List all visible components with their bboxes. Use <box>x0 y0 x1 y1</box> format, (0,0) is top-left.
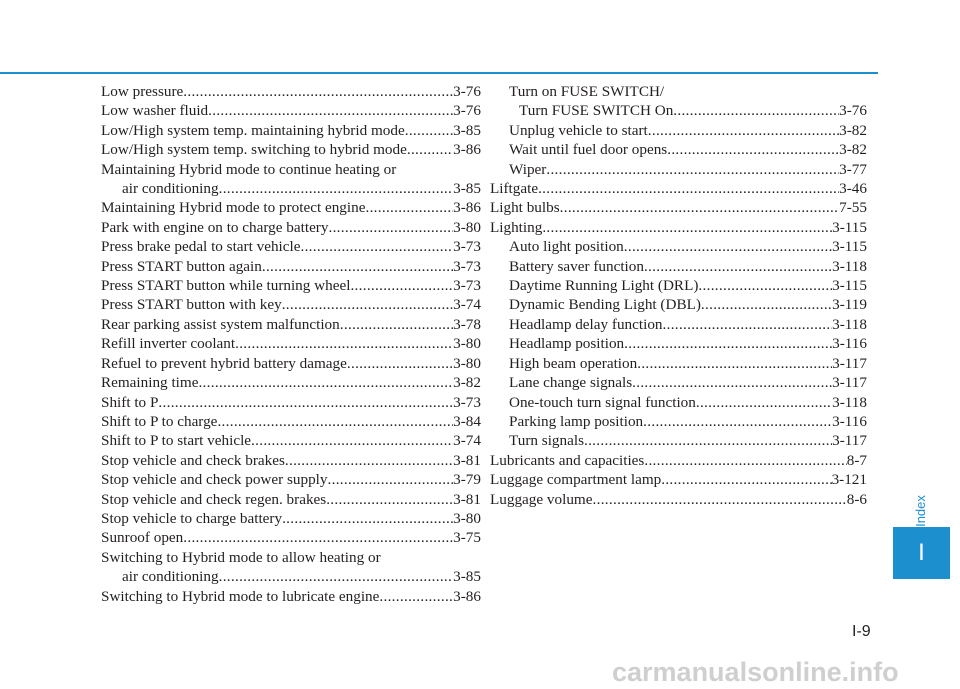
index-entry[interactable] <box>101 334 481 353</box>
index-entry-label: air conditioning <box>122 568 219 586</box>
index-entry[interactable] <box>490 276 867 295</box>
section-tab[interactable] <box>893 527 950 579</box>
index-entry-page[interactable]: 3-118 <box>832 315 867 333</box>
index-entry[interactable] <box>101 257 481 276</box>
leader-dots <box>624 334 832 353</box>
index-entry-label: Switching to Hybrid mode to allow heating or <box>101 548 381 566</box>
leader-dots <box>282 295 453 314</box>
index-entry[interactable] <box>490 160 867 179</box>
index-entry-label: Press START button again <box>101 257 262 275</box>
leader-dots <box>643 412 832 431</box>
index-entry-page[interactable]: 7-55 <box>839 199 867 217</box>
index-entry-page[interactable]: 3-80 <box>453 509 481 527</box>
leader-dots <box>644 451 846 470</box>
index-entry[interactable] <box>101 393 481 412</box>
index-entry-label: Battery saver function <box>509 257 644 275</box>
index-entry-label: Unplug vehicle to start <box>509 121 648 139</box>
index-entry[interactable] <box>101 295 481 314</box>
leader-dots <box>340 315 453 334</box>
leader-dots <box>379 587 453 606</box>
index-entry-label: Stop vehicle to charge battery <box>101 509 283 527</box>
index-entry-page[interactable]: 3-81 <box>453 451 481 469</box>
index-entry-label: Rear parking assist system malfunction <box>101 315 340 333</box>
index-entry-page[interactable]: 3-81 <box>453 490 481 508</box>
index-entry-page[interactable]: 3-74 <box>453 296 481 314</box>
index-entry[interactable] <box>490 431 867 450</box>
index-entry-label: One-touch turn signal function <box>509 393 696 411</box>
index-entry-label: Lane change signals <box>509 374 633 392</box>
index-entry-page[interactable]: 3-118 <box>832 257 867 275</box>
leader-dots <box>661 470 831 489</box>
index-entry-page[interactable]: 3-85 <box>453 180 481 198</box>
index-entry-label: Low washer fluid <box>101 102 209 120</box>
index-entry[interactable] <box>490 179 867 198</box>
leader-dots <box>584 431 832 450</box>
index-entry-page[interactable]: 3-116 <box>832 412 867 430</box>
index-entry-label: Maintaining Hybrid mode to continue heating or <box>101 160 397 178</box>
index-column-right <box>490 82 867 509</box>
leader-dots <box>644 257 832 276</box>
index-entry[interactable] <box>101 373 481 392</box>
index-entry[interactable] <box>101 218 481 237</box>
index-entry[interactable] <box>490 412 867 431</box>
leader-dots <box>219 567 454 586</box>
index-entry-label: Lighting <box>490 218 543 236</box>
index-entry-label: Daytime Running Light (DRL) <box>509 277 699 295</box>
index-entry-page[interactable]: 3-85 <box>453 121 481 139</box>
index-entry-label: Headlamp position <box>509 335 625 353</box>
section-tab-letter: I <box>918 539 925 566</box>
index-entry[interactable] <box>490 373 867 392</box>
leader-dots <box>183 528 453 547</box>
index-entry[interactable] <box>101 82 481 101</box>
leader-dots <box>648 121 839 140</box>
index-entry-label: Refuel to prevent hybrid battery damage <box>101 354 347 372</box>
index-entry[interactable] <box>101 121 481 140</box>
index-entry-label: Low/High system temp. switching to hybrid mode <box>101 141 407 159</box>
index-entry-label: Refill inverter coolant <box>101 335 236 353</box>
index-entry[interactable] <box>490 393 867 412</box>
index-entry-label: Press START button while turning wheel <box>101 277 351 295</box>
index-entry-page[interactable]: 8-7 <box>846 451 867 469</box>
index-entry[interactable] <box>101 451 481 470</box>
leader-dots <box>593 490 847 509</box>
index-entry-label: Maintaining Hybrid mode to protect engine <box>101 199 366 217</box>
index-entry[interactable] <box>490 101 867 120</box>
index-entry-page[interactable]: 3-73 <box>453 238 481 256</box>
index-entry[interactable] <box>490 257 867 276</box>
index-entry[interactable] <box>490 295 867 314</box>
index-entry-label: Parking lamp position <box>509 412 644 430</box>
index-entry[interactable] <box>490 121 867 140</box>
index-entry-page[interactable]: 3-121 <box>831 471 867 489</box>
index-entry-page[interactable]: 3-76 <box>839 102 867 120</box>
index-entry-page[interactable]: 3-85 <box>453 568 481 586</box>
index-entry[interactable] <box>490 218 867 237</box>
index-entry[interactable] <box>101 315 481 334</box>
index-entry-page[interactable]: 3-77 <box>839 160 867 178</box>
index-entry[interactable] <box>101 354 481 373</box>
index-entry[interactable] <box>101 140 481 159</box>
index-entry[interactable] <box>490 82 867 101</box>
leader-dots <box>158 393 453 412</box>
index-entry-label: Stop vehicle and check brakes <box>101 451 285 469</box>
index-entry-label: air conditioning <box>122 180 219 198</box>
index-entry[interactable] <box>101 276 481 295</box>
leader-dots <box>208 101 453 120</box>
index-entry[interactable] <box>490 451 867 470</box>
index-entry-page[interactable]: 3-79 <box>453 471 481 489</box>
leader-dots <box>673 101 839 120</box>
leader-dots <box>282 509 453 528</box>
index-entry-label: Park with engine on to charge battery <box>101 218 329 236</box>
leader-dots <box>217 412 453 431</box>
index-entry-label: Stop vehicle and check power supply <box>101 471 328 489</box>
index-entry-page[interactable]: 3-82 <box>453 374 481 392</box>
watermark: carmanualsonline.info <box>612 657 899 687</box>
index-entry-page[interactable]: 3-117 <box>832 374 867 392</box>
index-entry-label: Switching to Hybrid mode to lubricate engine <box>101 587 380 605</box>
page-number: I-9 <box>852 623 871 640</box>
leader-dots <box>637 354 832 373</box>
index-entry-label: Headlamp delay function <box>509 315 663 333</box>
index-entry-page[interactable]: 3-117 <box>832 354 867 372</box>
index-entry-page[interactable]: 3-73 <box>453 393 481 411</box>
leader-dots <box>251 431 453 450</box>
leader-dots <box>560 198 840 217</box>
leader-dots <box>542 218 832 237</box>
index-entry-label: Turn FUSE SWITCH On <box>519 102 674 120</box>
leader-dots <box>328 470 454 489</box>
index-entry[interactable] <box>490 334 867 353</box>
header-rule <box>0 72 878 74</box>
leader-dots <box>663 315 833 334</box>
index-entry[interactable] <box>101 567 481 586</box>
section-label: Index <box>912 495 928 527</box>
leader-dots <box>328 218 453 237</box>
index-entry[interactable] <box>101 470 481 489</box>
index-entry-label: Turn signals <box>509 432 584 450</box>
index-entry-page[interactable]: 3-80 <box>453 354 481 372</box>
index-entry-page[interactable]: 3-76 <box>453 102 481 120</box>
index-entry-page[interactable]: 3-116 <box>832 335 867 353</box>
index-entry-label: Low pressure <box>101 83 184 100</box>
leader-dots <box>546 160 839 179</box>
index-entry-page[interactable]: 3-82 <box>839 121 867 139</box>
index-entry-label: Luggage volume <box>490 490 593 508</box>
index-entry-page[interactable]: 3-84 <box>453 412 481 430</box>
index-entry-label: High beam operation <box>509 354 638 372</box>
leader-dots <box>285 451 453 470</box>
index-entry-page[interactable]: 3-74 <box>453 432 481 450</box>
leader-dots <box>538 179 839 198</box>
leader-dots <box>235 334 453 353</box>
index-entry-label: Low/High system temp. maintaining hybrid mode <box>101 121 405 139</box>
index-entry[interactable] <box>101 198 481 217</box>
index-entry-page[interactable]: 3-117 <box>832 432 867 450</box>
index-entry-page[interactable]: 3-115 <box>832 238 867 256</box>
index-entry-page[interactable]: 3-86 <box>453 199 481 217</box>
index-entry-label: Wiper <box>509 160 547 178</box>
index-entry[interactable] <box>490 470 867 489</box>
index-entry[interactable] <box>101 431 481 450</box>
index-entry-page[interactable]: 3-119 <box>832 296 867 314</box>
index-entry-page[interactable]: 3-82 <box>839 141 867 159</box>
index-entry-page[interactable]: 8-6 <box>846 490 867 508</box>
index-entry-page[interactable]: 3-115 <box>832 218 867 236</box>
index-entry[interactable] <box>101 412 481 431</box>
index-entry-label: Wait until fuel door opens <box>509 141 668 159</box>
index-entry[interactable] <box>101 587 481 606</box>
index-entry-label: Lubricants and capacities <box>490 451 645 469</box>
index-entry-label: Light bulbs <box>490 199 560 217</box>
index-entry[interactable] <box>490 490 867 509</box>
index-entry-label: Luggage compartment lamp <box>490 471 662 489</box>
leader-dots <box>407 140 453 159</box>
leader-dots <box>183 82 453 101</box>
leader-dots <box>300 237 453 256</box>
index-entry[interactable] <box>101 179 481 198</box>
index-entry-label: Shift to P to charge <box>101 412 218 430</box>
index-entry-label: Stop vehicle and check regen. brakes <box>101 490 327 508</box>
index-entry-page[interactable]: 3-73 <box>453 277 481 295</box>
index-entry-label: Sunroof open <box>101 529 184 547</box>
leader-dots <box>405 121 453 140</box>
index-entry-page[interactable]: 3-118 <box>832 393 867 411</box>
index-entry-page[interactable]: 3-76 <box>453 83 481 100</box>
index-entry-label: Auto light position <box>509 238 624 256</box>
leader-dots <box>667 140 839 159</box>
leader-dots <box>350 276 453 295</box>
index-entry-page[interactable]: 3-86 <box>453 141 481 159</box>
index-entry[interactable] <box>101 237 481 256</box>
index-entry[interactable] <box>490 354 867 373</box>
index-entry[interactable] <box>490 198 867 217</box>
index-column-left <box>101 82 481 606</box>
index-entry-label: Shift to P to start vehicle <box>101 432 252 450</box>
index-entry-label: Turn on FUSE SWITCH/ <box>509 83 665 100</box>
leader-dots <box>632 373 832 392</box>
leader-dots <box>624 237 832 256</box>
leader-dots <box>347 354 453 373</box>
index-entry[interactable] <box>101 490 481 509</box>
index-entry-page[interactable]: 3-115 <box>832 277 867 295</box>
leader-dots <box>696 393 832 412</box>
index-entry[interactable] <box>101 509 481 528</box>
index-entry[interactable] <box>490 315 867 334</box>
index-entry[interactable] <box>101 548 481 567</box>
index-entry-label: Liftgate <box>490 180 539 198</box>
index-entry-page[interactable]: 3-80 <box>453 335 481 353</box>
leader-dots <box>698 276 832 295</box>
index-entry-page[interactable]: 3-75 <box>453 529 481 547</box>
index-entry-label: Press START button with key <box>101 296 282 314</box>
index-entry-page[interactable]: 3-78 <box>453 315 481 333</box>
index-entry-label: Remaining time <box>101 374 199 392</box>
index-entry[interactable] <box>490 237 867 256</box>
leader-dots <box>701 295 832 314</box>
leader-dots <box>198 373 453 392</box>
index-entry[interactable] <box>101 528 481 547</box>
index-entry-page[interactable]: 3-86 <box>453 587 481 605</box>
index-entry-page[interactable]: 3-73 <box>453 257 481 275</box>
leader-dots <box>326 490 453 509</box>
index-entry-label: Shift to P <box>101 393 159 411</box>
index-entry[interactable] <box>490 140 867 159</box>
leader-dots <box>365 198 453 217</box>
leader-dots <box>219 179 454 198</box>
leader-dots <box>262 257 453 276</box>
index-entry-page[interactable]: 3-46 <box>839 180 867 198</box>
index-entry[interactable] <box>101 160 481 179</box>
index-entry-page[interactable]: 3-80 <box>453 218 481 236</box>
index-entry-label: Press brake pedal to start vehicle <box>101 238 301 256</box>
index-entry[interactable] <box>101 101 481 120</box>
index-entry-label: Dynamic Bending Light (DBL) <box>509 296 701 314</box>
